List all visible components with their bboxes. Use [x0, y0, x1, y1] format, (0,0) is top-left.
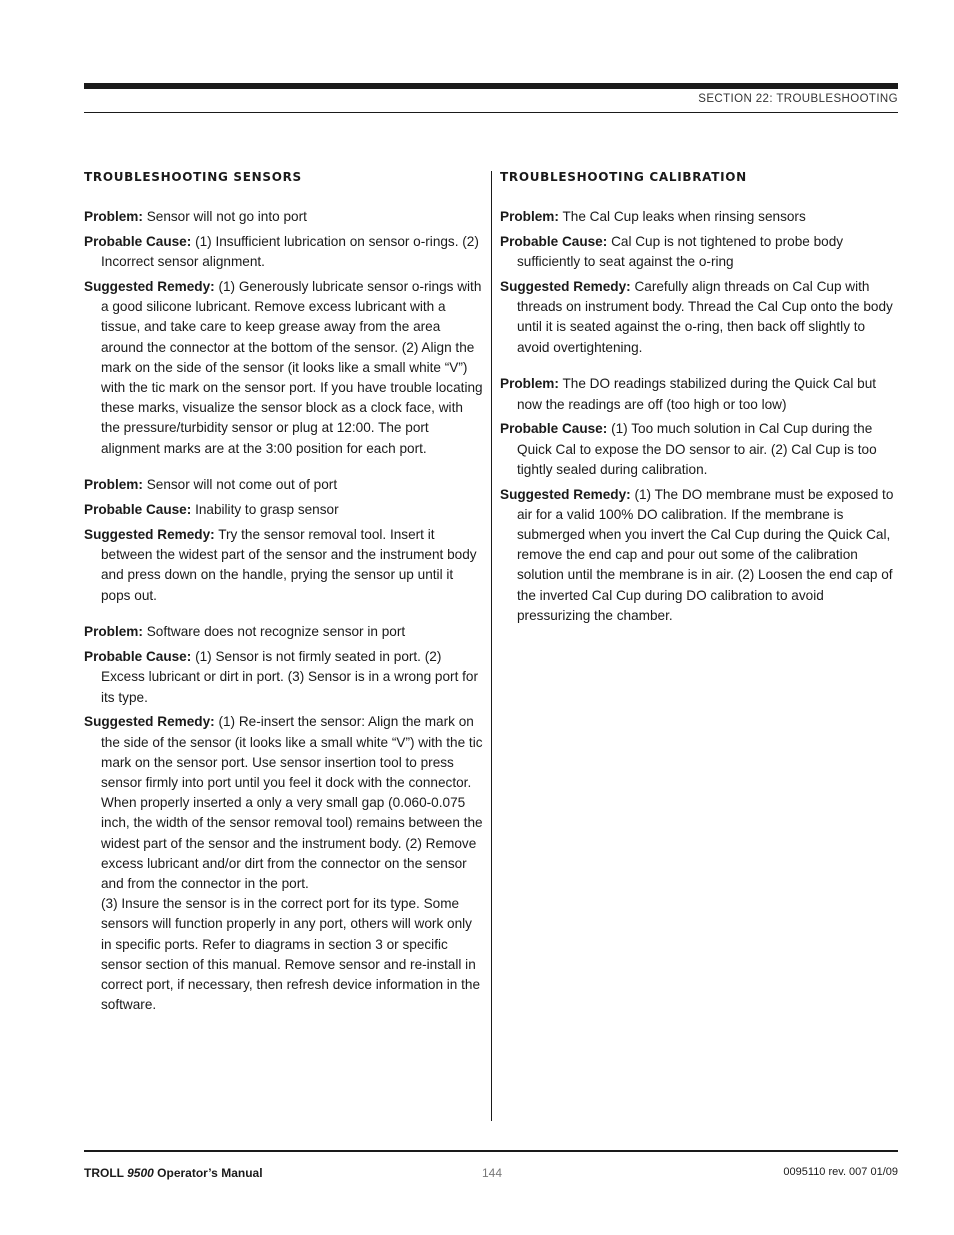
model-number: 9500 [127, 1166, 154, 1180]
cause-label: Probable Cause: [500, 234, 608, 249]
manual-name: Operator’s Manual [157, 1166, 263, 1180]
cause-label: Probable Cause: [84, 502, 192, 518]
remedy-label: Suggested Remedy: [84, 714, 215, 730]
document-code: 0095110 rev. 007 01/09 [783, 1166, 898, 1178]
remedy-label: Suggested Remedy: [84, 279, 215, 294]
header-thin-rule [84, 112, 898, 113]
problem-entry [84, 475, 484, 495]
cause-text: (1) Insufficient lubrication on sensor o-rings. (2) Incorrect sensor alignment. [101, 234, 479, 270]
cause-label: Probable Cause: [84, 234, 192, 249]
sensors-heading: TROUBLESHOOTING SENSORS [84, 170, 302, 184]
footer-rule [84, 1150, 898, 1152]
remedy-continuation: (3) Insure the sensor is in the correct port for its type. Some sensors will function properly in any port, others will work only in specific ports. Refer to diagrams in section 3 or specific sensor section of this manual. Remove sensor and re-install in correct port, if necessary, then refresh device information in the software. [101, 896, 481, 1013]
problem-entry [500, 207, 900, 227]
problem-label: Problem: [84, 209, 143, 225]
header-rule [84, 83, 898, 89]
column-divider [491, 171, 492, 1121]
cause-text: Cal Cup is not tightened to probe body sufficiently to seat against the o-ring [517, 234, 844, 270]
problem-label: Problem: [84, 477, 143, 493]
remedy-entry [500, 485, 900, 626]
problem-text: Sensor will not go into port [146, 209, 307, 225]
remedy-entry [84, 712, 484, 894]
manual-title [84, 1166, 263, 1180]
remedy-entry [84, 525, 484, 606]
remedy-label: Suggested Remedy: [500, 279, 631, 294]
cause-entry [84, 232, 484, 272]
problem-entry [500, 374, 900, 414]
remedy-label: Suggested Remedy: [500, 486, 631, 502]
problem-label: Problem: [84, 624, 143, 640]
problem-text: Software does not recognize sensor in port [146, 624, 406, 640]
cause-text: (1) Sensor is not firmly seated in port. (2) Excess lubricant or dirt in port. (3) Sensor is in a wrong port for its type. [101, 649, 479, 705]
remedy-text: (1) The DO membrane must be exposed to air for a valid 100% DO calibration. If the membrane is submerged when you invert the Cal Cup during the Quick Cal, remove the end cap and pour out some of the calibration solution until the membrane is in air. (2) Loosen the end cap of the inverted Cal Cup during DO calibration to avoid pressurizing the chamber. [517, 486, 894, 623]
remedy-entry [84, 277, 484, 459]
problem-text: Sensor will not come out of port [146, 477, 338, 493]
remedy-text: Try the sensor removal tool. Insert it between the widest part of the sensor and the instrument body and press down on the handle, prying the sensor up until it pops out. [101, 527, 477, 603]
problem-text: The Cal Cup leaks when rinsing sensors [562, 209, 806, 225]
remedy-label: Suggested Remedy: [84, 527, 215, 543]
remedy-text: (1) Re-insert the sensor: Align the mark on the side of the sensor (it looks like a small white “V”) with the tic mark on the sensor port. Use sensor insertion tool to press sensor firmly into port until you feel it dock with the connector. When properly inserted a only a very small gap (0.060-0.075 inch, the width of the sensor removal tool) remains between the widest part of the sensor and the instrument body. (2) Remove excess lubricant and/or dirt from the connector on the sensor and from the connector in the port. [101, 714, 483, 892]
section-label: SECTION 22: TROUBLESHOOTING [698, 93, 898, 105]
problem-text: The DO readings stabilized during the Quick Cal but now the readings are off (too high or too low) [517, 376, 877, 412]
brand-name: TROLL [84, 1166, 124, 1180]
problem-label: Problem: [500, 376, 559, 392]
problem-label: Problem: [500, 209, 559, 225]
cause-label: Probable Cause: [84, 649, 192, 665]
problem-entry [84, 207, 484, 227]
cause-entry [84, 500, 484, 520]
problem-entry [84, 622, 484, 642]
page-number: 144 [482, 1166, 503, 1180]
cause-text: Inability to grasp sensor [195, 502, 339, 518]
cause-entry [84, 647, 484, 708]
cause-entry [500, 232, 900, 272]
calibration-heading: TROUBLESHOOTING CALIBRATION [500, 170, 747, 184]
cause-label: Probable Cause: [500, 421, 608, 437]
remedy-entry [500, 277, 900, 358]
remedy-text: Carefully align threads on Cal Cup with threads on instrument body. Thread the Cal Cup onto the body until it is seated against the o-ring, then back off slightly to avoid overtightening. [517, 279, 893, 355]
cause-text: (1) Too much solution in Cal Cup during the Quick Cal to expose the DO sensor to air. (2) Cal Cup is too tightly sealed during calibration. [517, 421, 877, 477]
sensors-column [84, 167, 484, 1015]
calibration-column [500, 167, 900, 631]
cause-entry [500, 419, 900, 480]
remedy-text: (1) Generously lubricate sensor o-rings with a good silicone lubricant. Remove excess lubricant with a tissue, and take care to keep grease away from the area around the connector at the bottom of the sensor. (2) Align the mark on the side of the sensor (it looks like a small white “V”) with the tic mark on the sensor port. If you have trouble locating these marks, visualize the sensor block as a clock face, with the pressure/turbidity sensor or plug at 12:00. The port alignment marks are at the 3:00 position for each port. [101, 279, 483, 456]
